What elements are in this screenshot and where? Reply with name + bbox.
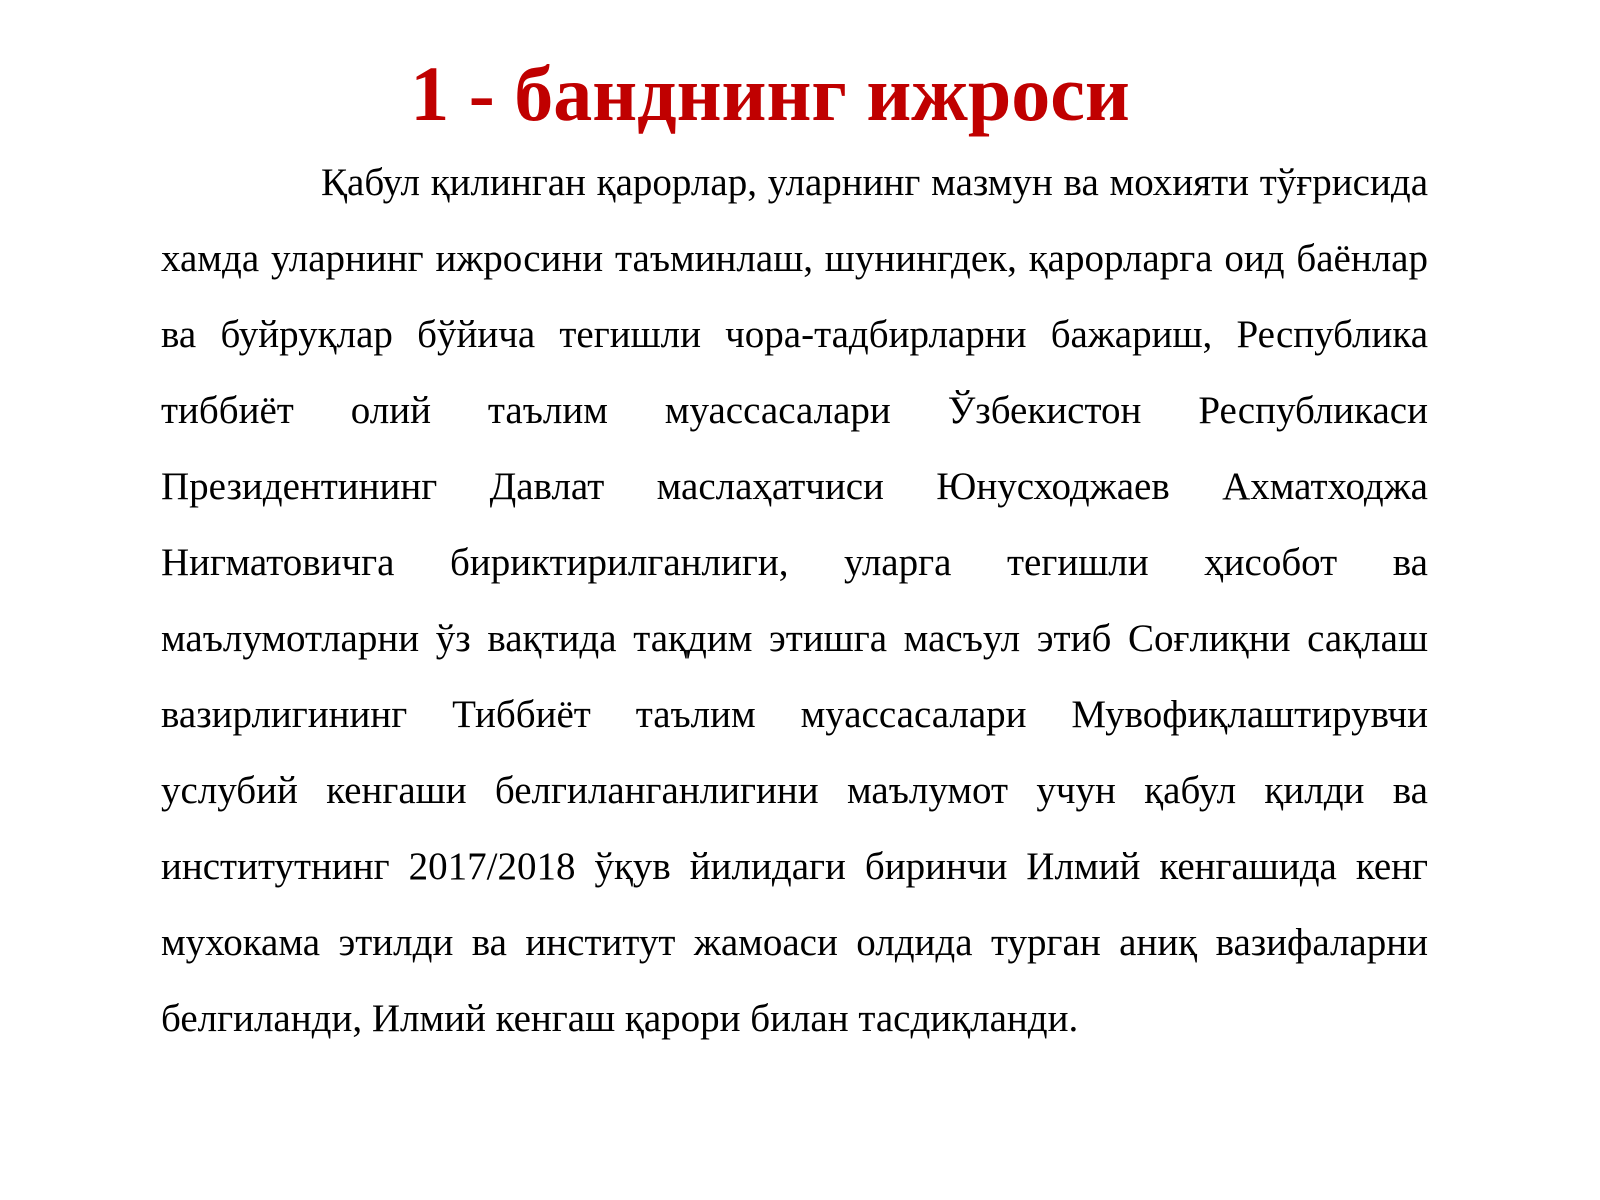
slide-body-paragraph: Қабул қилинган қарорлар, уларнинг мазмун ва мохияти тўғрисида хамда уларнинг ижросини таъминлаш, шунингдек, қарорларга оид баёнлар ва буйруқлар бўйича тегишли чора-тадбирларни бажариш, Республика тиббиёт олий таълим муассасалари Ўзбекистон Республикаси Президентининг Давлат маслаҳатчиси Юнусходжаев Ахматходжа Нигматовичга бириктирилганлиги, уларга тегишли ҳисобот ва маълумотларни ўз вақтида тақдим этишга масъул этиб Соғлиқни сақлаш вазирлигининг Тиббиёт таълим муассасалари Мувофиқлаштирувчи услубий кенгаши белгиланганлигини маълумот учун қабул қилди ва институтнинг 2017/2018 ўқув йилидаги биринчи Илмий кенгашида кенг мухокама этилди ва институт жамоаси олдида турган аниқ вазифаларни белгиланди, Илмий кенгаш қарори билан тасдиқланди.: [161, 161, 1428, 1040]
slide-title: 1 - банднинг ижроси: [410, 50, 1130, 137]
